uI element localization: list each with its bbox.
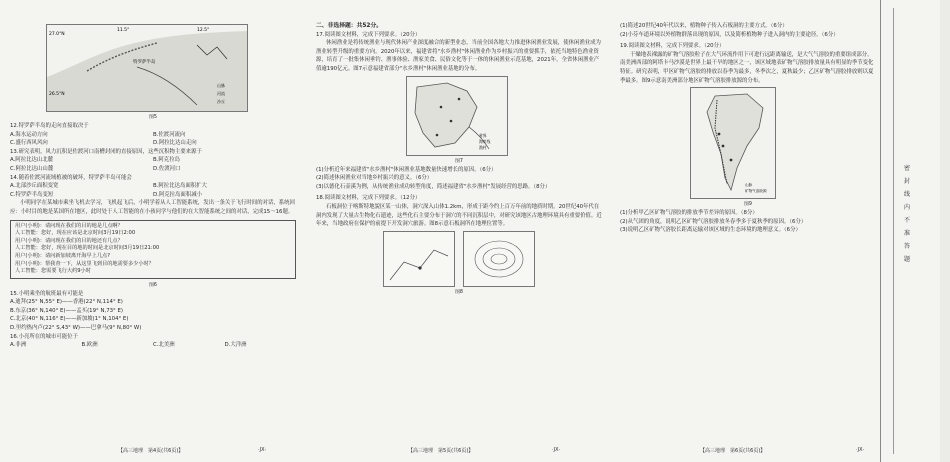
page-3-footer-code: ·JX·	[856, 447, 865, 453]
question-15-stem: 15.小明乘坐的航班最有可能是	[10, 290, 84, 297]
figure-5-caption: 图5	[149, 115, 157, 120]
question-14-options	[10, 182, 296, 191]
figure-9	[690, 87, 776, 199]
page-1	[10, 22, 296, 350]
figure-5-legend	[217, 82, 225, 104]
page-3-footer: 【高三地理 第6页(共6页)】	[700, 448, 766, 454]
figure-9-caption: 图9	[744, 202, 752, 208]
chat-line: 用户(小明)：帮我查一下，从这里飞到目的地需要多少小时？	[15, 260, 154, 267]
option[interactable]: D.阿克拉岛面积减小	[153, 191, 202, 198]
seal-char: 准	[903, 230, 910, 237]
option[interactable]: B.欧洲	[81, 342, 98, 349]
question-19-item: (2)从气团的角度，说明乙区矿物气溶胶排放冬春季多于夏秋季的原因。（6分）	[620, 218, 807, 225]
question-18-item: (1)简述20世纪40年代以来，植物种子传入石板洞的主要方式。（6分）	[620, 23, 788, 29]
seal-char: 封	[903, 178, 910, 185]
seal-line-text	[902, 162, 912, 266]
figure-7-caption: 图7	[455, 158, 463, 164]
chat-line: 用户(小明)：请问现在我们的目的地还有几点？	[15, 237, 123, 244]
question-17-text: 休闲渔业是将传统渔业与现代休闲产业深度融合的新型业态，当前全国各地大力推进休闲渔业发展，使休闲渔业成为渔业转型升级的重要方向。2020年以来，福建省将"水乡渔村"休闲渔业作为乡村振兴的重要抓手，依托当地特色渔业资源，培育了一批集休闲垂钓、渔事体验、渔家美食、民俗文化等于一体的休闲渔业示范基地，2021年，全省休闲渔业产值逾190亿元。图7示意福建省部分"水乡渔村"休闲渔业基地的分布。	[316, 40, 601, 72]
question-19-item: (3)说明乙区矿物气溶胶长距离运输对该区域的生态环境的地理意义。（6分）	[620, 227, 801, 234]
legend-item: 山脉	[745, 183, 753, 188]
legend-item: 海岸线	[479, 138, 491, 144]
question-17-item: (3)以德化石壶溪为例，从传统渔业成功转型角度，简述福建省"水乡渔村"发展经营的思路。（8分）	[316, 183, 551, 190]
lat-top: 27.0°N	[49, 32, 65, 37]
question-18-item: (2)小芬车道环境以外植物群落出现的原因，以及简析植物种子进入洞内的主要途径。（6分）	[620, 31, 839, 38]
page-2-footer: 【高三地理 第5页(共6页)】	[408, 448, 474, 454]
figure-8-contour-svg	[464, 232, 534, 286]
question-19-heading: 19.阅读图文材料，完成下列要求。（20分）	[620, 43, 725, 50]
figure-7-map	[407, 77, 507, 155]
question-14-options-row2	[10, 191, 296, 200]
option[interactable]: A.北部沙丘面积变宽	[10, 183, 59, 190]
figure-7	[406, 76, 508, 156]
seal-line	[893, 8, 894, 454]
page-2	[316, 22, 602, 297]
option[interactable]: C.北美洲	[153, 342, 175, 349]
chat-line: 人工智能：您好，现在应该是北京时间3月19日2:00	[15, 230, 136, 237]
question-12-options	[10, 131, 296, 140]
option[interactable]: C.北京(40° N,116° E)——新加坡(1° N,104° E)	[10, 316, 129, 323]
question-13-stem: 13.研究表明，风力沉积是佐渡河口南槽封闭的直接原因，这些沉积物主要来源于	[10, 148, 202, 155]
legend-item: 山脉	[217, 83, 225, 88]
intro-text: 小明同学在某城市乘坐飞机去学习，飞机起飞后，小明学着从人工智能系统，发出一条关于飞行时间的对话，系统回应：小时目的地是某国所在地区，此时处于人工智能的在小孩问学与他们的在大智能系统之间的对话，完成15～16题。	[10, 200, 295, 215]
option[interactable]: B.佐渡河流向	[153, 131, 186, 138]
chat-line: 用户(小明)：请问新加坡离开海早上几点?	[15, 252, 110, 259]
page-2-footer-code: ·JX·	[552, 447, 561, 453]
figure-5-map	[47, 25, 247, 111]
option[interactable]: B.阿克拉岛	[153, 157, 180, 164]
page-3	[620, 22, 876, 235]
option[interactable]: A.非洲	[10, 342, 27, 349]
question-13-options	[10, 156, 296, 165]
lon-left: 11.5°	[117, 28, 130, 33]
question-12-options-row2	[10, 139, 296, 148]
question-19-text: 干燥地表裸露的矿物气溶胶粒子在大气环流作用下可进行远距离输送，是大气气溶胶的重要组成部分。南美洲西部的阿塔卡马沙漠是世界上最干旱的地区之一，该区域地表矿物气溶胶排放量具有明显的季节变化特征。研究表明，甲区矿物气溶胶的排放以春季为最多，冬季次之，夏秋最少；乙区矿物气溶胶排放则以夏季最多。图9示意南美洲部分地区矿物气溶胶排放源的分布。	[620, 51, 874, 84]
question-16-stem: 16.小亮所在的城市可能位于	[10, 333, 78, 340]
figure-8	[316, 229, 602, 289]
figure-8-cave-contour	[463, 231, 535, 287]
question-12-stem: 12.特罗萨半岛的走向直接取决于	[10, 123, 89, 129]
figure-6-caption: 图6	[149, 282, 157, 288]
seal-char: 密	[903, 165, 910, 172]
legend-item: 省界	[479, 132, 487, 138]
legend-item: 矿物气溶胶源	[745, 189, 767, 194]
option[interactable]: A.海水运动方向	[10, 131, 48, 138]
legend-item: 沙丘	[217, 99, 225, 104]
legend-item: 渔村	[479, 144, 487, 150]
figure-8-location-svg	[384, 232, 454, 286]
seal-char: 不	[903, 217, 910, 224]
figure-8-location-map	[383, 231, 455, 287]
question-17-item: (2)简述休闲渔业对当地乡村振兴的意义。（6分）	[316, 175, 433, 182]
seal-char: 线	[903, 191, 910, 198]
question-17-heading: 17.阅读图文材料，完成下列要求。（20分）	[316, 31, 421, 38]
option[interactable]: D.阿拉比达山走向	[153, 140, 197, 147]
option[interactable]: D.里约热内卢(22° S,43° W)——巴拿马(9° N,80° W)	[10, 325, 142, 332]
question-19-item: (1)分析甲乙区矿物气溶胶的排放季节差异的原因。（8分）	[620, 210, 758, 217]
chat-line: 人工智能：您好，现在目的地的时间是北京时间3月19日21:00	[15, 245, 160, 252]
option[interactable]: C.特罗萨半岛变短	[10, 191, 54, 198]
option[interactable]: C.盛行西风风向	[10, 140, 48, 147]
chat-line: 用户(小明)：请问现在我们的目的地是几点啊？	[15, 222, 123, 229]
figure-8-caption: 图8	[455, 289, 463, 295]
question-18-text: 石板洞位于喀斯特地貌区某一山体，洞穴深入山体1.2km，形成于距今约上百万年前的地质时期。20世纪40年代在洞内发现了大量古生物化石遗迹，这些化石主要分布于洞穴的不同沉积层中，对研究该地区古地理环境具有重要价值。近年来，当地政府在保护的前提下开发洞穴旅游。图8示意石板洞所在地理位置等。	[316, 203, 602, 228]
option[interactable]: C.阿拉比达山山麓	[10, 165, 54, 172]
section-heading: 二、非选择题：共52分。	[316, 23, 383, 29]
chat-line: 人工智能：您需要飞行大约9小时	[15, 268, 91, 275]
question-18-heading: 18.阅读图文材料，完成下列要求。（12分）	[316, 195, 421, 202]
option[interactable]: D.佐渡河口	[153, 165, 181, 172]
option[interactable]: B.东京(36° N,140° E)——孟买(19° N,73° E)	[10, 307, 123, 314]
question-13-options-row2	[10, 165, 296, 174]
page-1-footer: 【高三地理 第4页(共6页)】	[118, 448, 184, 454]
seal-char: 答	[903, 243, 910, 250]
lon-right: 12.5°	[197, 28, 210, 33]
figure-9-map	[691, 88, 775, 198]
question-17-item: (1)分析近年来福建省"水乡渔村"休闲渔业基地数量快速增长的原因。（6分）	[316, 166, 497, 173]
option[interactable]: A.迪拜(25° N,55° E)——香港(22° N,114° E)	[10, 299, 123, 306]
page-1-footer-code: ·JX·	[258, 447, 267, 453]
lat-bottom: 26.5°N	[49, 92, 65, 97]
option[interactable]: B.阿拉比达岛面积扩大	[153, 183, 207, 190]
question-16-options	[10, 341, 296, 350]
seal-char: 题	[903, 256, 910, 263]
option[interactable]: D.大洋洲	[224, 342, 247, 349]
legend-item: 河流	[217, 91, 225, 96]
option[interactable]: A.阿拉比达山北麓	[10, 157, 54, 164]
chat-transcript	[10, 220, 296, 279]
seal-line-strip	[880, 0, 941, 462]
question-14-stem: 14.随着佐渡河流域植被的破坏，特罗萨半岛可能会	[10, 174, 132, 181]
peninsula-label: 特罗萨半岛	[133, 60, 156, 65]
figure-5	[46, 24, 248, 112]
seal-char: 内	[903, 204, 910, 211]
